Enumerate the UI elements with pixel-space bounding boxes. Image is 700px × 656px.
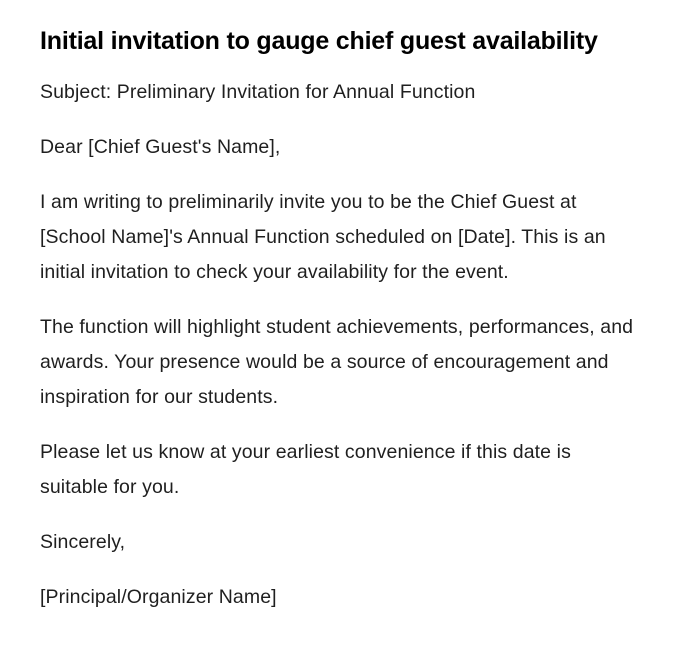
letter-closing: Sincerely, xyxy=(40,531,126,553)
letter-paragraph-3: Please let us know at your earliest convenience if this date is suitable for you. xyxy=(40,441,571,498)
letter-greeting: Dear [Chief Guest's Name], xyxy=(40,136,281,158)
letter-subject: Subject: Preliminary Invitation for Annual Function xyxy=(40,81,476,103)
letter-paragraph-2: The function will highlight student achievements, performances, and awards. Your presence would be a source of encouragement and inspiration for our students. xyxy=(40,316,634,408)
document-title: Initial invitation to gauge chief guest availability xyxy=(40,27,598,55)
letter-paragraph-1: I am writing to preliminarily invite you to be the Chief Guest at [School Name]'s Annual Function scheduled on [Date]. This is an initial invitation to check your availability for the event. xyxy=(40,191,606,283)
letter-signature: [Principal/Organizer Name] xyxy=(40,586,277,608)
